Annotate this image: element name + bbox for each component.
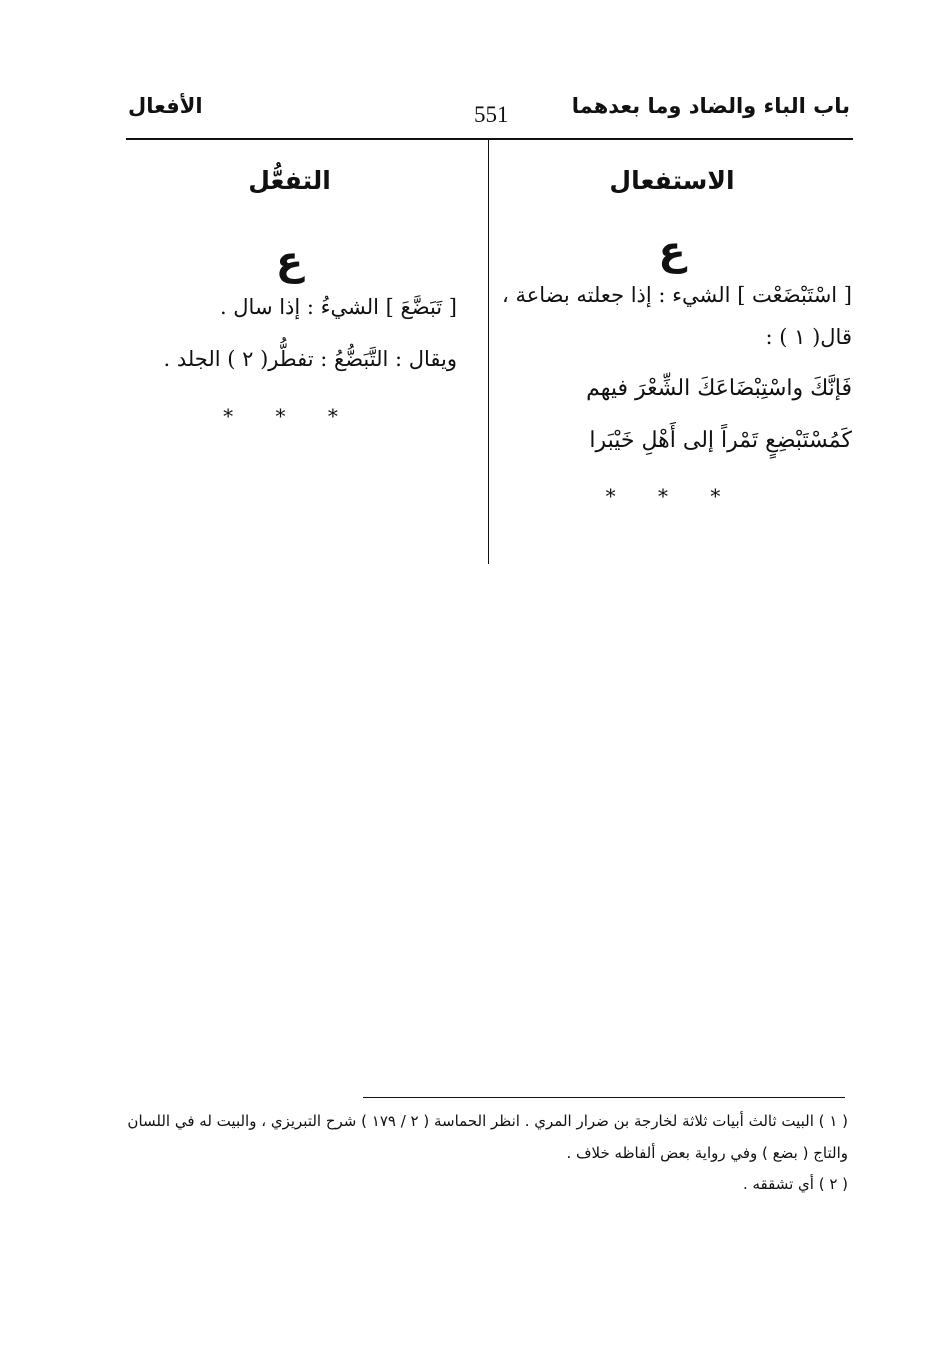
entry-qala: قال( ١ ) :: [765, 325, 852, 349]
running-title-right: باب الباء والضاد وما بعدهما: [571, 94, 850, 118]
entry-tabaddu: ويقال : التَّبَضُّعُ : تفطُّر( ٢ ) الجلد .: [163, 347, 457, 371]
entry-istabdat: [ اسْتَبْضَعْت ] الشيء : إذا جعلته بضاعة ،: [502, 283, 852, 307]
verse-line-1: فَإنَّكَ واسْتِبْضَاعَكَ الشِّعْرَ فيهم: [586, 376, 852, 401]
page-number: 551: [474, 102, 509, 127]
footnote-rule: [363, 1097, 845, 1098]
right-column: [492, 160, 852, 508]
footnote-1-continued: والتاج ( بضع ) وفي رواية بعض ألفاظه خلاف .: [566, 1144, 848, 1162]
column-divider: [488, 140, 489, 564]
section-separator: * * *: [605, 484, 739, 508]
letter-heading: ع: [658, 228, 686, 274]
section-title-tafaul: التفعُّل: [248, 166, 331, 195]
entry-tabadda: [ تَبَضَّعَ ] الشيءُ : إذا سال .: [219, 295, 457, 319]
verse-line-2: كَمُسْتَبْضِعٍ تَمْراً إلى أَهْلِ خَيْبَرا: [589, 428, 852, 453]
left-column: [122, 160, 457, 428]
section-separator: * * *: [223, 404, 356, 428]
section-title-istifal: الاستفعال: [609, 166, 735, 195]
header-rule: [126, 138, 853, 140]
footnote-2: ( ٢ ) أي تشققه .: [742, 1175, 848, 1193]
letter-heading: ع: [275, 238, 304, 284]
running-title-left: الأفعال: [128, 94, 203, 118]
footnote-1: ( ١ ) البيت ثالث أبيات ثلاثة لخارجة بن ضرار المري . انظر الحماسة ( ٢ / ١٧٩ ) شرح التبريزي ، والبيت له في اللسان: [127, 1112, 848, 1130]
